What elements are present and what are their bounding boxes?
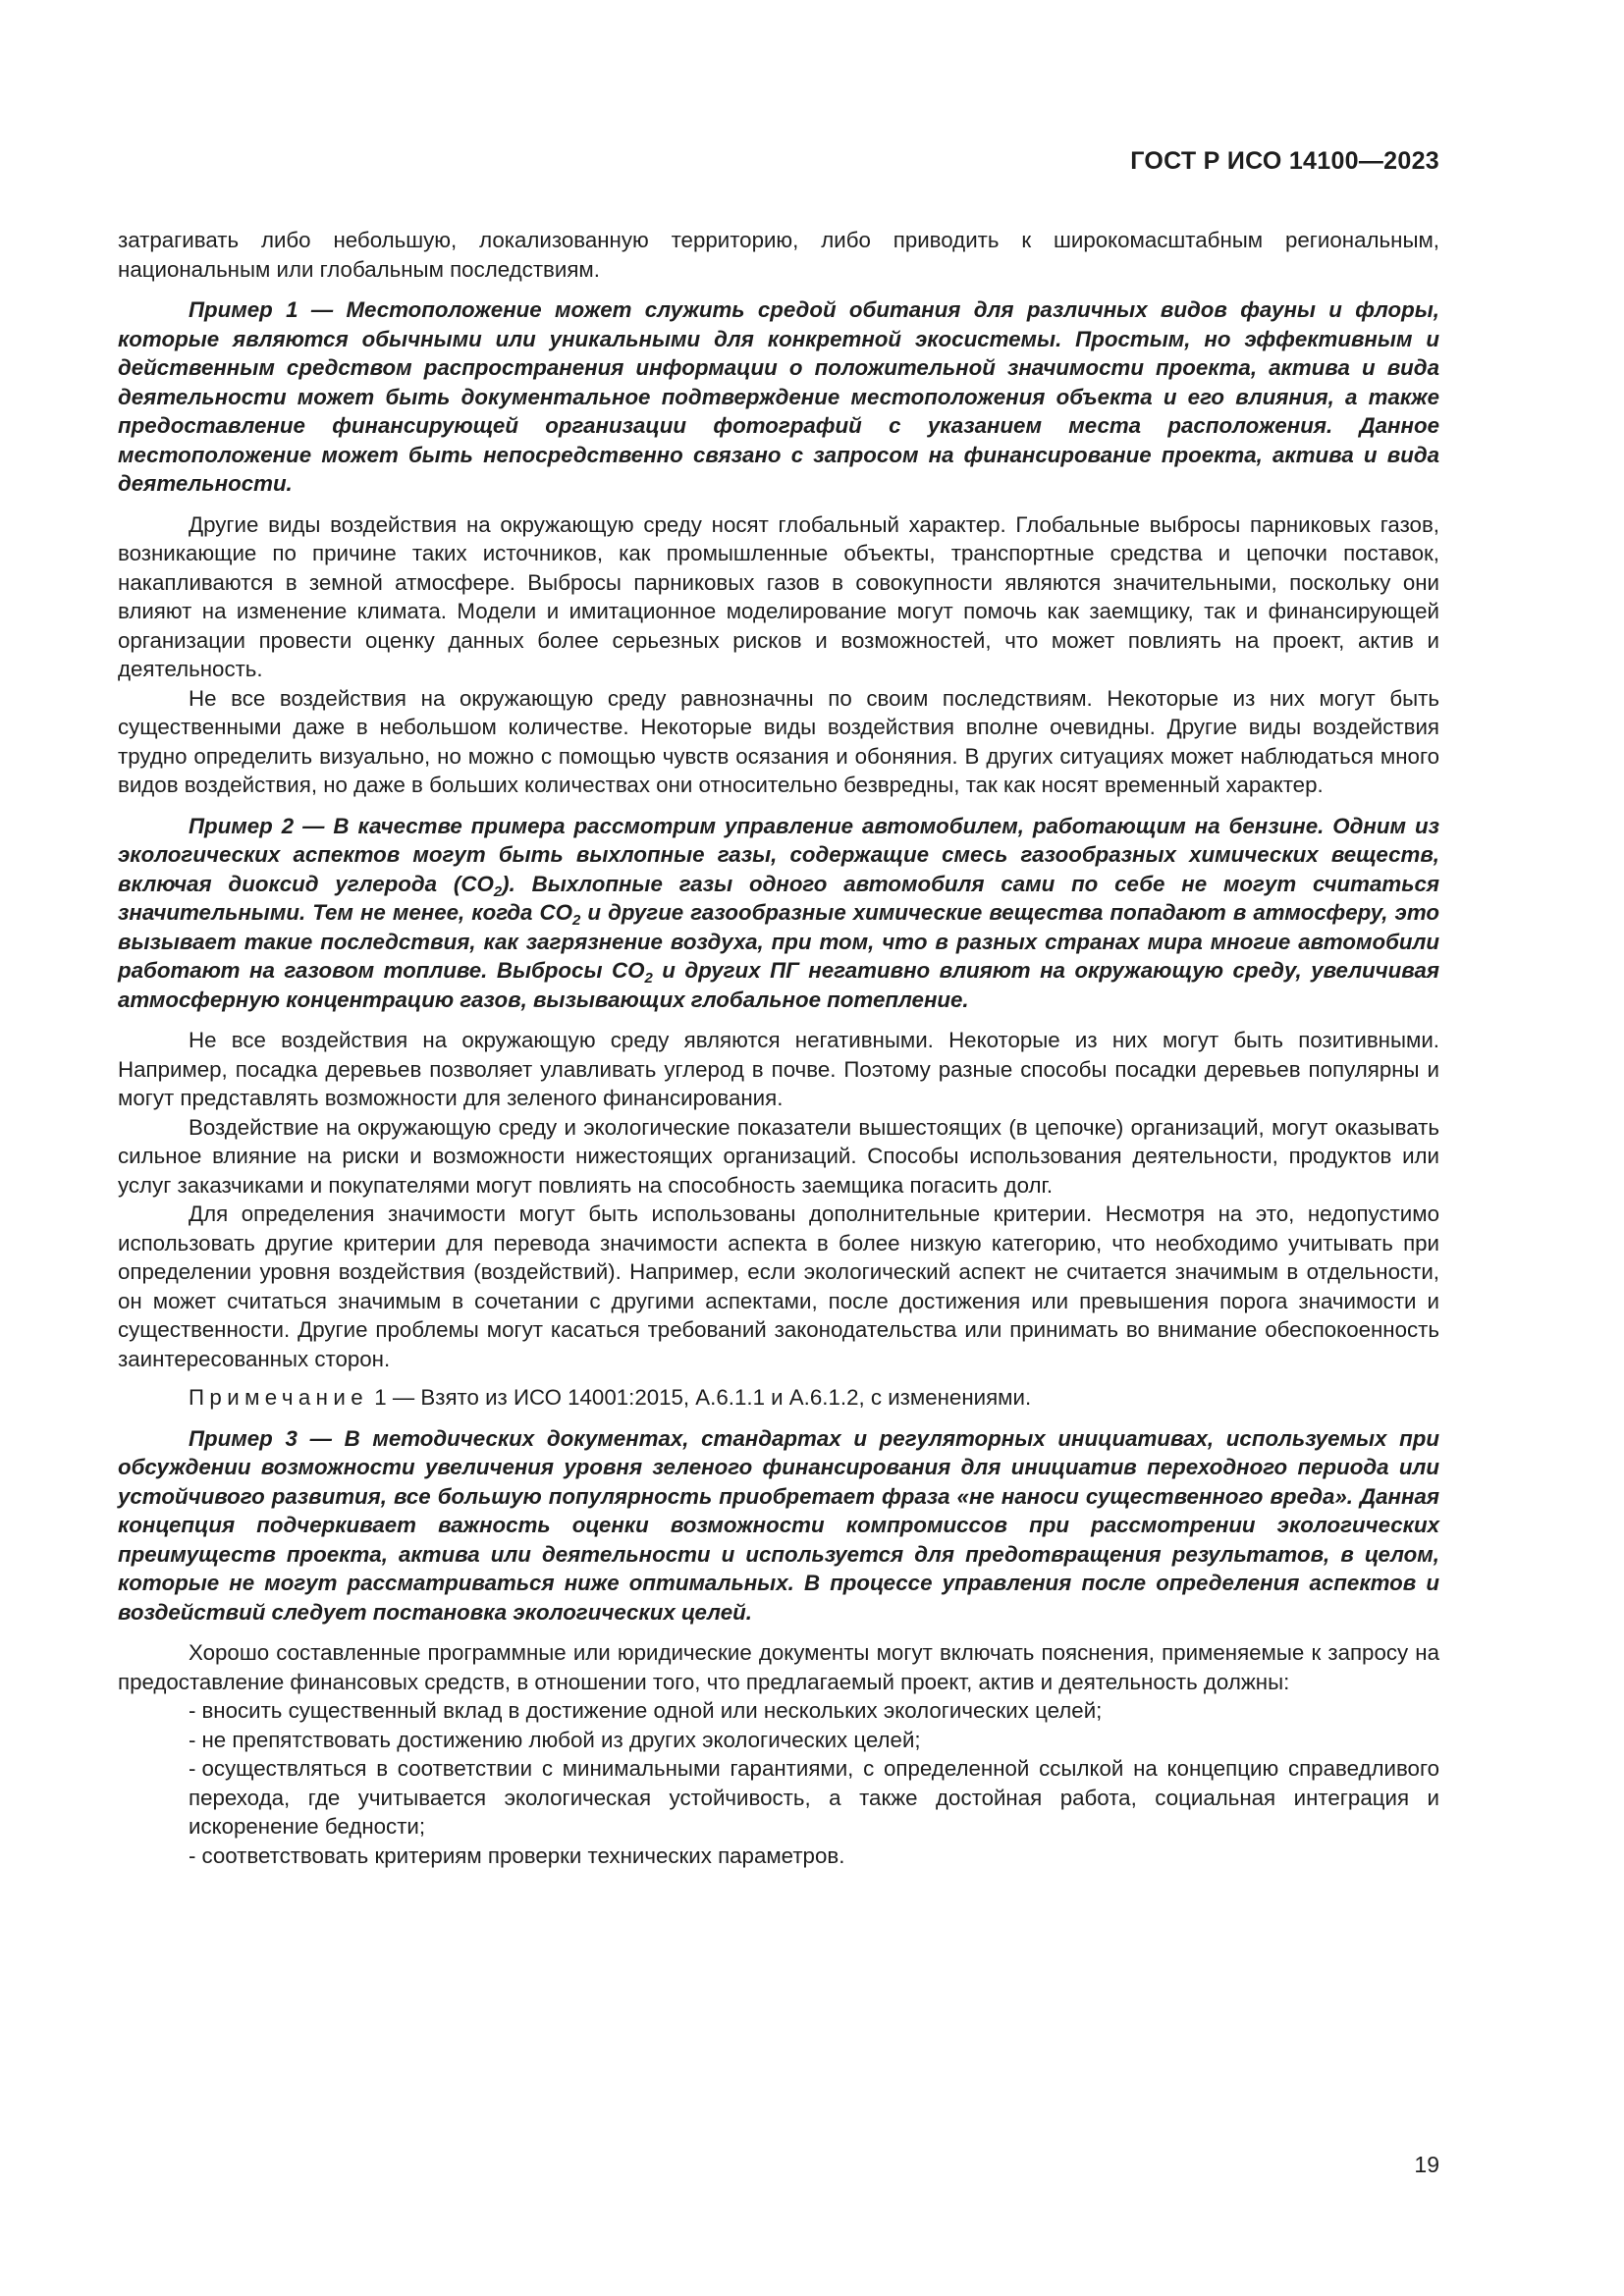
- list-item-text: осуществляться в соответствии с минимальными гарантиями, с определенной ссылкой на концепцию справедливого перехода, где учитывается экологическая устойчивость, а также достойная работа, социальная интеграция и искоренение бедности;: [189, 1756, 1439, 1839]
- list-item: [118, 1696, 1439, 1726]
- page-number: 19: [1414, 2152, 1439, 2177]
- paragraph-impact-significance: Не все воздействия на окружающую среду равнозначны по своим последствиям. Некоторые из них могут быть существенными даже в небольшом количестве. Некоторые виды воздействия вполне очевидны. Другие виды воздействия трудно определить визуально, но можно с помощью чувств осязания и обоняния. В других ситуациях может наблюдаться много видов воздействия, но даже в больших количествах они относительно безвредны, так как носят временный характер.: [118, 685, 1439, 797]
- list-item: [118, 1726, 1439, 1755]
- list-marker: -: [189, 1756, 196, 1781]
- list-item-text: не препятствовать достижению любой из других экологических целей;: [201, 1727, 921, 1752]
- example-2: [118, 812, 1439, 1015]
- requirements-list: [118, 1696, 1439, 1870]
- list-item-text: вносить существенный вклад в достижение одной или нескольких экологических целей;: [201, 1698, 1103, 1723]
- note-text: 1 — Взято из ИСО 14001:2015, A.6.1.1 и A.6.1.2, с изменениями.: [368, 1385, 1032, 1410]
- example-2-part-b: ). Выхлопные газы одного автомобиля сами по себе не могут считаться значительными. Тем не менее, когда CO: [118, 871, 1439, 925]
- subscript-2: 2: [571, 912, 581, 929]
- example-2-part-c: и другие газообразные химические вещества попадают в атмосферу, это вызывает такие последствия, как загрязнение воздуха, при том, что в разных странах мира многие автомобили работают на газовом топливе. Выбросы CO: [118, 900, 1439, 983]
- example-2-part-a: Пример 2 — В качестве примера рассмотрим управление автомобилем, работающим на бензине. Одним из экологических аспектов могут быть выхлопные газы, содержащие смесь газообразных химических веществ, включая диоксид углерода (CO: [118, 813, 1439, 896]
- list-marker: -: [189, 1698, 196, 1723]
- list-marker: -: [189, 1842, 196, 1868]
- paragraph-additional-criteria: Для определения значимости могут быть использованы дополнительные критерии. Несмотря на это, недопустимо использовать другие критерии для перевода значимости аспекта в более низкую категорию, что необходимо учитывать при определении уровня воздействия (воздействий). Например, если экологический аспект не считается значимым в отдельности, он может считаться значимым в сочетании с другими аспектами, после достижения или превышения порога значимости и существенности. Другие проблемы могут касаться требований законодательства или принимать во внимание обеспокоенность заинтересованных сторон.: [118, 1201, 1439, 1371]
- paragraph-global-impacts: Другие виды воздействия на окружающую среду носят глобальный характер. Глобальные выбросы парниковых газов, возникающие по причине таких источников, как промышленные объекты, транспортные средства и цепочки поставок, накапливаются в земной атмосфере. Выбросы парниковых газов в совокупности являются значительными, поскольку они влияют на изменение климата. Модели и имитационное моделирование могут помочь как заемщику, так и финансирующей организации провести оценку данных более серьезных рисков и возможностей, что может повлиять на проект, актив и деятельность.: [118, 511, 1439, 681]
- example-3: Пример 3 — В методических документах, стандартах и регуляторных инициативах, используемых при обсуждении возможности увеличения уровня зеленого финансирования для инициатив переходного периода или устойчивого развития, все большую популярность приобретает фраза «не наноси существенного вреда». Данная концепция подчеркивает важность оценки возможности компромиссов при рассмотрении экологических преимуществ проекта, актива или деятельности и используется для предотвращения результатов, в целом, которые не могут рассматриваться ниже оптимальных. В процессе управления после определения аспектов и воздействий следует постановка экологических целей.: [118, 1425, 1439, 1625]
- subscript-2: 2: [493, 882, 503, 900]
- paragraph-upstream-organizations: Воздействие на окружающую среду и экологические показатели вышестоящих (в цепочке) организаций, могут оказывать сильное влияние на риски и возможности нижестоящих организаций. Способы использования деятельности, продуктов или услуг заказчиками и покупателями могут повлиять на способность заемщика погасить долг.: [118, 1114, 1439, 1198]
- document-body: [118, 226, 1439, 1870]
- document-header: ГОСТ Р ИСО 14100—2023: [1130, 147, 1439, 175]
- list-item: [118, 1842, 1439, 1871]
- example-1: Пример 1 — Местоположение может служить средой обитания для различных видов фауны и флоры, которые являются обычными или уникальными для конкретной экосистемы. Простым, но эффективным и действенным средством распространения информации о положительной значимости проекта, актива и вида деятельности может быть документальное подтверждение местоположения объекта и его влияния, а также предоставление финансирующей организации фотографий с указанием места расположения. Данное местоположение может быть непосредственно связано с запросом на финансирование проекта, актива и вида деятельности.: [118, 297, 1439, 496]
- paragraph-program-documents: Хорошо составленные программные или юридические документы могут включать пояснения, применяемые к запросу на предоставление финансовых средств, в отношении того, что предлагаемый проект, актив и деятельность должны:: [118, 1640, 1439, 1694]
- list-marker: -: [189, 1727, 196, 1752]
- paragraph-positive-impacts: Не все воздействия на окружающую среду являются негативными. Некоторые из них могут быть позитивными. Например, посадка деревьев позволяет улавливать углерод в почве. Поэтому разные способы посадки деревьев популярны и могут представлять возможности для зеленого финансирования.: [118, 1028, 1439, 1110]
- list-item-text: соответствовать критериям проверки технических параметров.: [201, 1842, 845, 1868]
- note-1: [118, 1383, 1439, 1413]
- note-label: Примечание: [189, 1385, 369, 1410]
- example-2-part-d: и других ПГ негативно влияют на окружающую среду, увеличивая атмосферную концентрацию газов, вызывающих глобальное потепление.: [118, 958, 1440, 1012]
- list-item: [118, 1754, 1439, 1842]
- paragraph-continued: затрагивать либо небольшую, локализованную территорию, либо приводить к широкомасштабным региональным, национальным или глобальным последствиям.: [118, 228, 1439, 282]
- subscript-2: 2: [644, 970, 653, 987]
